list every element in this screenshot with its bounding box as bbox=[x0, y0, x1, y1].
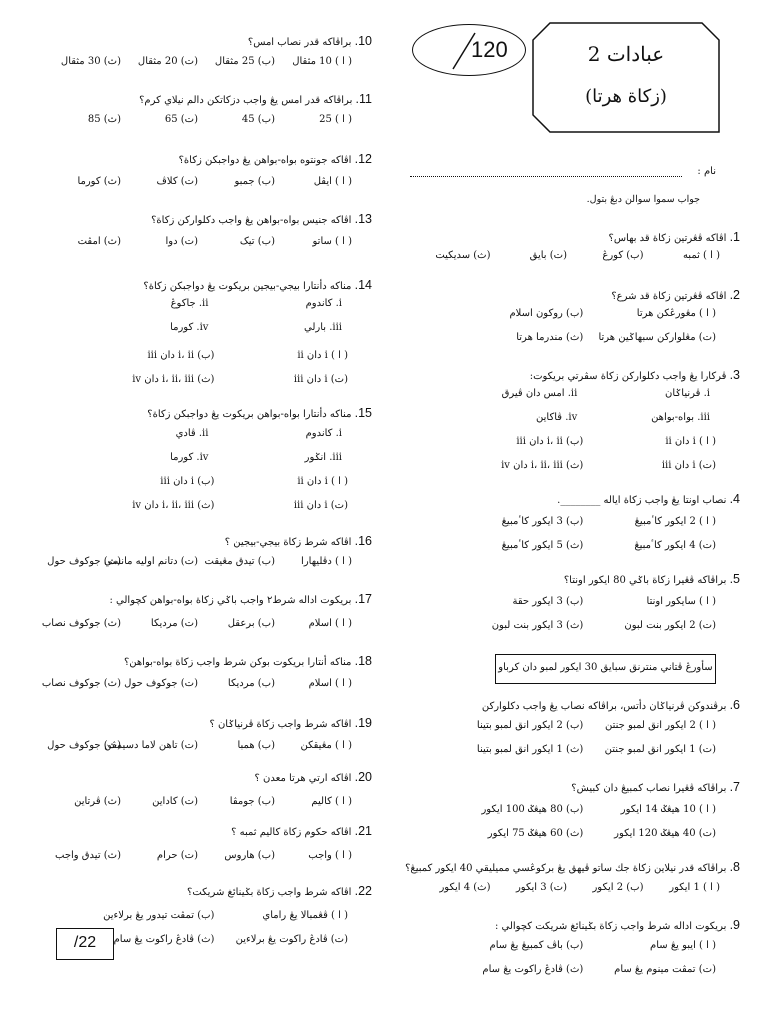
roman-item: i. ڤرنياݢان bbox=[665, 388, 710, 399]
question-number: 11. bbox=[355, 92, 372, 106]
answer-option[interactable]: (ت) i دان iii bbox=[661, 460, 716, 471]
answer-option[interactable]: (ب) هاروس bbox=[224, 850, 275, 861]
question-stem bbox=[424, 776, 740, 795]
answer-option[interactable]: (ت) 40 هيڠݢ 120 ايكور bbox=[614, 828, 716, 839]
question-text: اڤاكه جونتوه بواه-بواهن يڠ دواجبكن زكاة؟ bbox=[178, 155, 355, 166]
question-stem bbox=[54, 712, 372, 731]
page-title: عبادات 2 bbox=[587, 42, 665, 66]
question-stem bbox=[54, 274, 372, 293]
roman-item: ii. امس دان ڤيرق bbox=[501, 388, 578, 399]
answer-option[interactable]: (ت) تمڤت مينوم يڠ سام bbox=[614, 964, 716, 975]
answer-option[interactable]: ( ا ) واجب bbox=[308, 850, 352, 861]
question-number: 18. bbox=[354, 654, 372, 668]
answer-option[interactable]: (ث) 5 ايكور كاٴمبيڠ bbox=[501, 540, 584, 551]
question-stem bbox=[54, 650, 372, 669]
question-text: اڤاكه حكوم زكاة كاليم ثمبه ؟ bbox=[231, 827, 355, 838]
question-text: براڤاكه ڤڠيرا زكاة باݢي 80 ايكور اونتا؟ bbox=[563, 575, 730, 586]
roman-item: iv. ڤاكاين bbox=[536, 412, 578, 423]
title-frame bbox=[532, 22, 720, 134]
question-stem bbox=[54, 88, 372, 107]
answer-option[interactable]: (ب) تيک bbox=[239, 236, 275, 247]
question-number: 8. bbox=[729, 860, 740, 874]
roman-item: iv. كورما bbox=[170, 322, 209, 333]
question-text: براڤاكه قدر نصاب امس؟ bbox=[247, 37, 355, 48]
answer-option[interactable]: (ب) 45 bbox=[241, 114, 275, 125]
question-number: 19. bbox=[354, 716, 372, 730]
answer-option[interactable]: ( ا ) سايكور اونتا bbox=[646, 596, 716, 607]
answer-option[interactable]: (ث) جوكوف حول bbox=[47, 740, 121, 751]
marks-text: /22 bbox=[73, 934, 97, 951]
question-text: نصاب اونتا يڠ واجب زكاة اياله ________. bbox=[557, 495, 730, 506]
answer-option[interactable]: (ت) 20 مثقال bbox=[137, 56, 198, 67]
question-text: براڤاكه قدر نيلاين زكاة جك ساتو ڤيهق يڠ برکوڠسي مميليقي 40 ايكور كمبيڠ؟ bbox=[405, 863, 730, 874]
answer-option[interactable]: (ث) تيدق واجب bbox=[55, 850, 121, 861]
question-number: 9. bbox=[729, 918, 740, 932]
answer-option[interactable]: ( ا ) مڠورڠكن هرتا bbox=[636, 308, 716, 319]
answer-option[interactable]: (ث) جوكوف نصاب bbox=[41, 678, 121, 689]
question-text: اڤاكه شرط واجب زكاة ڤرنياݢان ؟ bbox=[209, 719, 355, 730]
question-number: 2. bbox=[729, 288, 740, 302]
answer-option[interactable]: ( ا ) دڤليهارا bbox=[301, 556, 352, 567]
roman-item: ii. ڤادي bbox=[175, 428, 209, 439]
scenario-box bbox=[495, 654, 716, 684]
question-number: 17. bbox=[354, 592, 372, 606]
answer-option[interactable]: (ب) i، ii دان iii bbox=[147, 350, 215, 361]
answer-option[interactable]: ( ا ) ايڤل bbox=[313, 176, 352, 187]
page-subtitle: (زكاة هرتا) bbox=[585, 86, 667, 107]
answer-option[interactable]: (ت) 2 ايكور بنت لبون bbox=[624, 620, 716, 631]
answer-option[interactable]: (ب) i، ii دان iii bbox=[516, 436, 584, 447]
answer-option[interactable]: ( ا ) i دان ii bbox=[665, 436, 716, 447]
answer-option[interactable]: (ت) i دان iii bbox=[293, 500, 348, 511]
question-text: اڤاكه جنيس بواه-بواهن يڠ واجب دكلواركن زكاة؟ bbox=[151, 215, 355, 226]
answer-option[interactable]: (ث) i، ii، iii دان iv bbox=[501, 460, 584, 471]
answer-option[interactable]: ( ا ) 10 مثقال bbox=[292, 56, 352, 67]
answer-option[interactable]: (ب) 80 هيڠݢ 100 ايكور bbox=[481, 804, 584, 815]
question-number: 21. bbox=[354, 824, 372, 838]
answer-option[interactable]: ( ا ) كاليم bbox=[311, 796, 352, 807]
question-text: مناكه دأنتارا بيجي-بيجين بريکوت يڠ دواجبكن زكاة؟ bbox=[143, 281, 355, 292]
question-stem bbox=[424, 488, 740, 507]
answer-option[interactable]: (ث) 30 مثقال bbox=[60, 56, 121, 67]
answer-option[interactable]: (ث) ڤرتاين bbox=[74, 796, 121, 807]
answer-option[interactable]: ( ا ) 2 ايكور كاٴمبيڠ bbox=[634, 516, 716, 527]
answer-option[interactable]: (ت) دتانم اوليه مانسي bbox=[104, 556, 198, 567]
answer-option[interactable]: (ت) مڠلواركن سبهاݢين هرتا bbox=[598, 332, 716, 343]
answer-option[interactable]: (ب) برعقل bbox=[227, 618, 275, 629]
question-text: اڤاكه شرط زكاة بيجي-بيجين ؟ bbox=[224, 537, 355, 548]
answer-option[interactable]: (ب) مرديكا bbox=[227, 678, 275, 689]
answer-option[interactable]: (ث) 3 ايكور بنت لبون bbox=[491, 620, 584, 631]
answer-option[interactable]: (ث) كورما bbox=[77, 176, 121, 187]
question-number: 6. bbox=[729, 698, 740, 712]
question-text: براڤاكه قدر امس يڠ واجب دزكاتكن دالم نيلاي كرم؟ bbox=[139, 95, 356, 106]
question-stem bbox=[424, 226, 740, 245]
question-number: 7. bbox=[729, 780, 740, 794]
answer-option[interactable]: (ت) i دان iii bbox=[293, 374, 348, 385]
question-number: 14. bbox=[354, 278, 372, 292]
answer-option[interactable]: (ب) 2 ايكور bbox=[592, 882, 644, 893]
roman-item: i. كاندوم bbox=[305, 298, 342, 309]
answer-option[interactable]: (ث) جوكوف نصاب bbox=[41, 618, 121, 629]
answer-option[interactable]: ( ا ) مڠيقكن bbox=[300, 740, 352, 751]
question-text: اڤاكه ڤڠرتين زكاة قد بهاس؟ bbox=[608, 233, 730, 244]
answer-option[interactable]: (ب) روكون اسلام bbox=[509, 308, 584, 319]
answer-option[interactable]: ( ا ) 25 bbox=[319, 114, 352, 125]
question-number: 12. bbox=[354, 152, 372, 166]
scenario-text: سأورڠ ڤتاني منترنق سبايق 30 ايكور لمبو دان كرباو bbox=[498, 662, 713, 673]
roman-item: i. كاندوم bbox=[305, 428, 342, 439]
question-number: 13. bbox=[354, 212, 372, 226]
question-stem bbox=[424, 914, 740, 933]
answer-option[interactable]: (ت) كلاڤ bbox=[156, 176, 198, 187]
answer-option[interactable]: ( ا ) i دان ii bbox=[297, 476, 348, 487]
answer-option[interactable]: (ب) جومڤا bbox=[229, 796, 275, 807]
question-stem bbox=[54, 880, 372, 899]
answer-option[interactable]: (ب) 3 ايكور كاٴمبيڠ bbox=[501, 516, 584, 527]
question-text: براڤاكه ڤڠيرا نصاب كمبيڠ دان كبيش؟ bbox=[571, 783, 730, 794]
question-text: ڤركارا يڠ واجب دكلواركن زكاة سڤرتي بريکوت: bbox=[529, 371, 730, 382]
answer-option[interactable]: (ت) بايق bbox=[529, 250, 567, 261]
roman-item: iii. بواه-بواهن bbox=[651, 412, 710, 423]
question-stem bbox=[424, 284, 740, 303]
marks-box bbox=[56, 928, 114, 960]
question-stem bbox=[54, 820, 372, 839]
question-text: مناكه دأنتارا بواه-بواهن بريکوت يڠ دواجبكن زكاة؟ bbox=[147, 409, 355, 420]
score-total: 120 bbox=[471, 37, 508, 62]
question-number: 5. bbox=[729, 572, 740, 586]
answer-option[interactable]: (ث) سديكيت bbox=[435, 250, 491, 261]
answer-option[interactable]: ( ا ) ايبو يڠ سام bbox=[650, 940, 716, 951]
question-text: مناكه أنتارا بريکوت بوكن شرط واجب زكاة بواه-بواهن؟ bbox=[123, 657, 355, 668]
answer-option[interactable]: ( ا ) ڤڠمبالا يڠ راماي bbox=[262, 910, 348, 921]
answer-option[interactable]: (ث) 1 ايكور انق لمبو بتينا bbox=[476, 744, 584, 755]
roman-item: ii. جاكوڠ bbox=[170, 298, 209, 309]
answer-option[interactable]: (ب) همبا bbox=[237, 740, 275, 751]
name-field[interactable] bbox=[410, 166, 716, 180]
question-number: 1. bbox=[729, 230, 740, 244]
answer-option[interactable]: (ث) i، ii، iii دان iv bbox=[132, 374, 215, 385]
answer-option[interactable]: ( ا ) i دان ii bbox=[297, 350, 348, 361]
answer-option[interactable]: (ث) جوكوف حول bbox=[47, 556, 121, 567]
question-stem bbox=[54, 208, 372, 227]
answer-option[interactable]: (ت) 4 ايكور كاٴمبيڠ bbox=[634, 540, 716, 551]
question-stem bbox=[54, 30, 372, 49]
question-stem bbox=[54, 588, 372, 607]
question-text: بريکوت اداله شرط واجب زكاة بݢينائغ شريکت كچوالي : bbox=[494, 921, 730, 932]
answer-option[interactable]: (ث) 60 هيڠݢ 75 ايكور bbox=[487, 828, 584, 839]
question-stem bbox=[424, 568, 740, 587]
question-stem bbox=[424, 364, 740, 383]
answer-option[interactable]: ( ا ) ثمبه bbox=[682, 250, 720, 261]
question-number: 22. bbox=[354, 884, 372, 898]
answer-option[interactable]: ( ا ) ساتو bbox=[312, 236, 352, 247]
answer-option[interactable]: (ت) 3 ايكور bbox=[515, 882, 567, 893]
answer-option[interactable]: (ت) مرديكا bbox=[150, 618, 198, 629]
question-text: اڤاكه ارتي هرتا معدن ؟ bbox=[254, 773, 355, 784]
answer-option[interactable]: (ب) تمڤت تيدور يڠ برلاءين bbox=[103, 910, 215, 921]
answer-option[interactable]: (ت) كاداين bbox=[152, 796, 198, 807]
answer-option[interactable]: ( ا ) اسلام bbox=[308, 678, 352, 689]
answer-option[interactable]: (ث) 4 ايكور bbox=[439, 882, 491, 893]
answer-option[interactable]: (ب) 2 ايكور انق لمبو بتينا bbox=[476, 720, 584, 731]
roman-item: iii. بارلي bbox=[303, 322, 342, 333]
question-stem bbox=[54, 766, 372, 785]
question-stem bbox=[54, 148, 372, 167]
answer-option[interactable]: (ب) i دان iii bbox=[160, 476, 215, 487]
question-text: اڤاكه شرط واجب زكاة بݢينائغ شريکت؟ bbox=[187, 887, 355, 898]
answer-option[interactable]: (ت) 1 ايكور انق لمبو جنتن bbox=[604, 744, 716, 755]
answer-option[interactable]: (ث) امڤت bbox=[77, 236, 121, 247]
answer-option[interactable]: (ث) ڤادڠ راكوت يڠ سام bbox=[113, 934, 215, 945]
answer-option[interactable]: (ت) تاهن لاما دسيمڤن bbox=[104, 740, 198, 751]
question-stem bbox=[54, 402, 372, 421]
answer-option[interactable]: (ث) i، ii، iii دان iv bbox=[132, 500, 215, 511]
answer-option[interactable]: (ب) كورڠ bbox=[602, 250, 644, 261]
question-number: 10. bbox=[354, 34, 372, 48]
question-number: 3. bbox=[729, 368, 740, 382]
question-text: بريکوت اداله شرط٢ واجب باݢي زكاة بواه-بواهن كچوالي : bbox=[109, 595, 355, 606]
question-text: برڤندوكن ڤرنياݢان دأتس، براڤاكه نصاب يڠ واجب دكلواركن bbox=[481, 701, 730, 712]
answer-option[interactable]: (ب) 3 ايكور حقة bbox=[512, 596, 584, 607]
answer-option[interactable]: ( ا ) 1 ايكور bbox=[669, 882, 720, 893]
answer-option[interactable]: (ت) جوكوف حول bbox=[124, 678, 198, 689]
answer-option[interactable]: ( ا ) 2 ايكور انق لمبو جنتن bbox=[604, 720, 716, 731]
answer-option[interactable]: (ت) 65 bbox=[164, 114, 198, 125]
answer-option[interactable]: ( ا ) 10 هيڠݢ 14 ايكور bbox=[620, 804, 716, 815]
answer-option[interactable]: (ب) 25 مثقال bbox=[214, 56, 275, 67]
answer-option[interactable]: (ت) ڤادڠ راكوت يڠ برلاءين bbox=[235, 934, 348, 945]
answer-option[interactable]: (ب) تيدق مڠيقت bbox=[204, 556, 275, 567]
question-stem bbox=[424, 694, 740, 713]
question-number: 15. bbox=[354, 406, 372, 420]
question-stem bbox=[405, 856, 740, 875]
question-number: 16. bbox=[354, 534, 372, 548]
question-text: اڤاكه ڤڠرتين زكاة قد شرع؟ bbox=[611, 291, 730, 302]
instruction: جواب سموا سوالن دبڠ بتول. bbox=[586, 194, 700, 205]
name-line bbox=[410, 176, 682, 177]
answer-option[interactable]: (ت) دوا bbox=[165, 236, 198, 247]
answer-option[interactable]: (ب) باڤ كمبيڠ يڠ سام bbox=[489, 940, 584, 951]
roman-item: iii. انݢور bbox=[304, 452, 342, 463]
answer-option[interactable]: ( ا ) اسلام bbox=[308, 618, 352, 629]
score-oval bbox=[412, 24, 526, 76]
question-number: 4. bbox=[729, 492, 740, 506]
question-stem bbox=[54, 530, 372, 549]
answer-option[interactable]: (ث) 85 bbox=[87, 114, 121, 125]
roman-item: iv. كورما bbox=[170, 452, 209, 463]
answer-option[interactable]: (ث) ڤادڠ راكوت يڠ سام bbox=[482, 964, 584, 975]
title-box bbox=[532, 22, 720, 134]
answer-option[interactable]: (ث) مندرما هرتا bbox=[516, 332, 584, 343]
question-number: 20. bbox=[354, 770, 372, 784]
answer-option[interactable]: (ت) حرام bbox=[156, 850, 198, 861]
name-label: نام : bbox=[697, 166, 716, 177]
answer-option[interactable]: (ب) جمبو bbox=[234, 176, 275, 187]
